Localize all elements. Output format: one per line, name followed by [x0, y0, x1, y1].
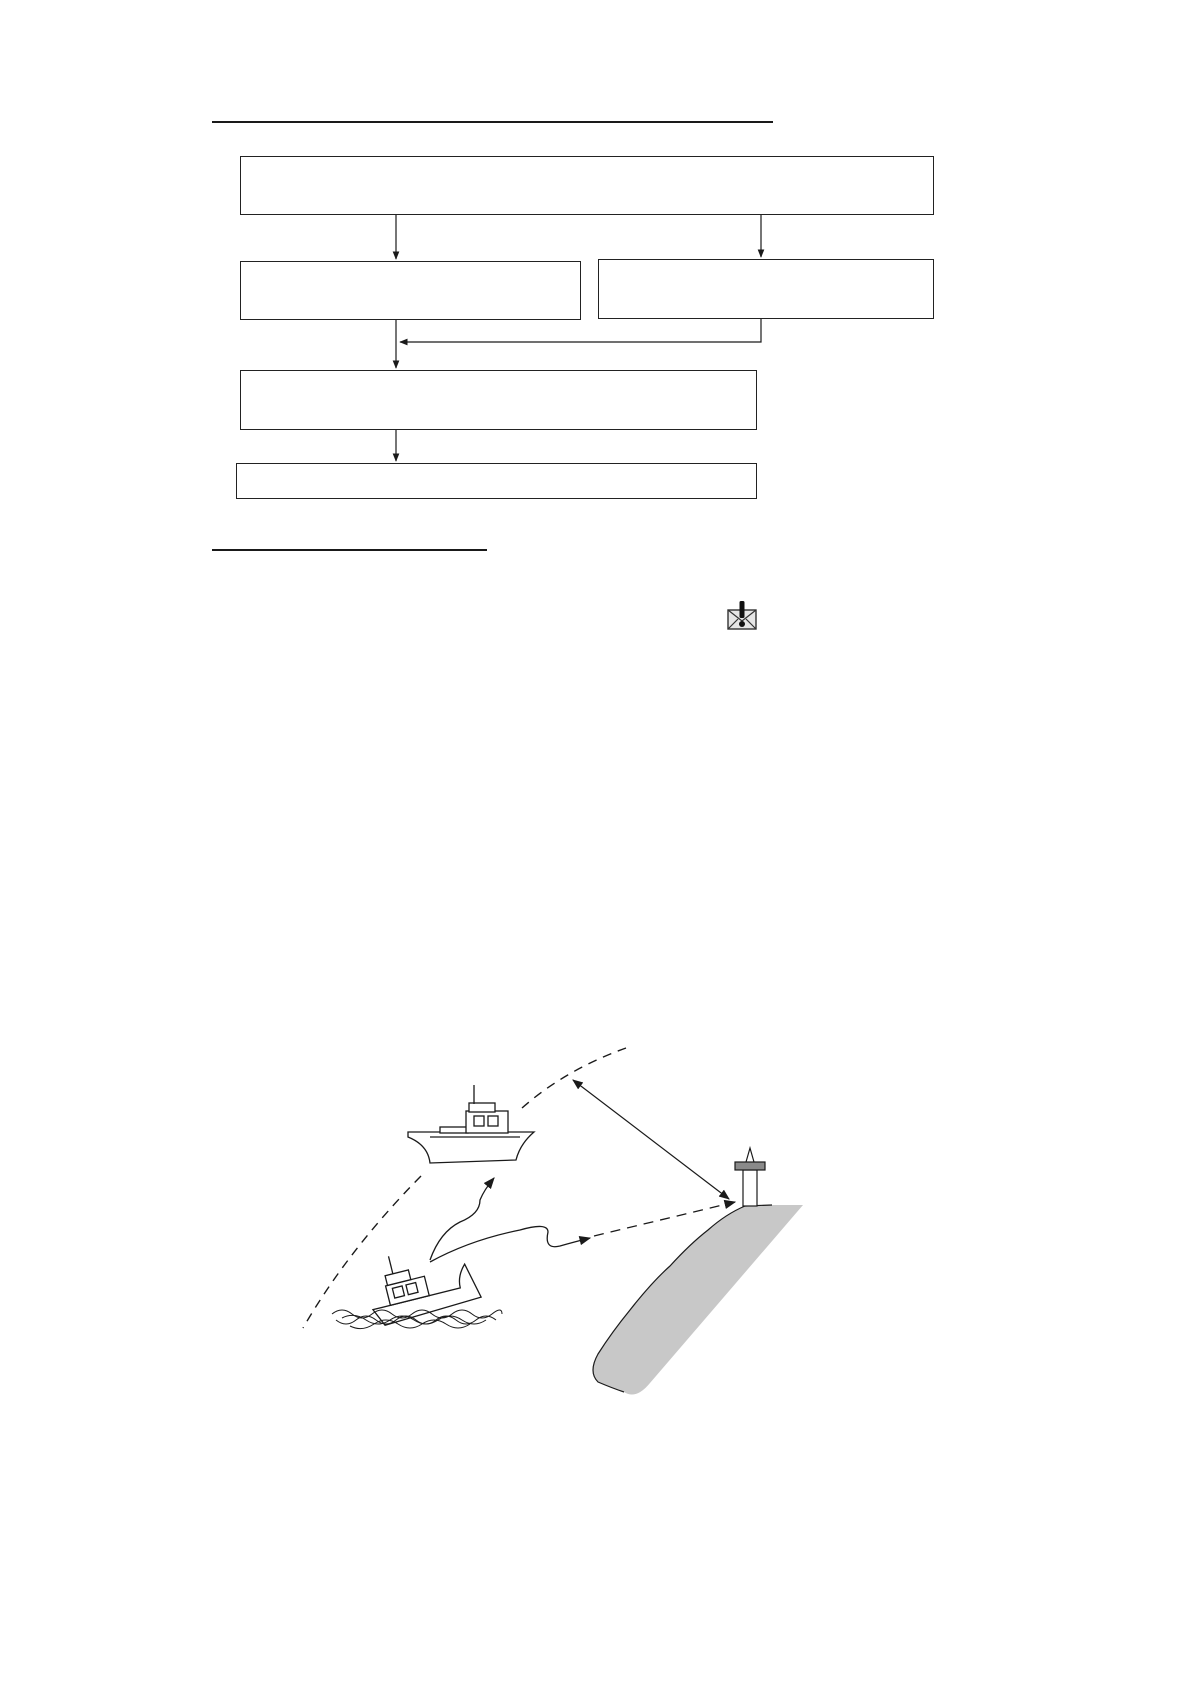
radio-signal-path [430, 1178, 494, 1260]
distressed-vessel [361, 1237, 482, 1327]
rescue-ship [408, 1085, 534, 1163]
coast-station-tower [735, 1148, 765, 1206]
coverage-range-arrow [573, 1080, 729, 1199]
coastline [593, 1205, 803, 1395]
radio-signal-path-coast [430, 1226, 590, 1262]
